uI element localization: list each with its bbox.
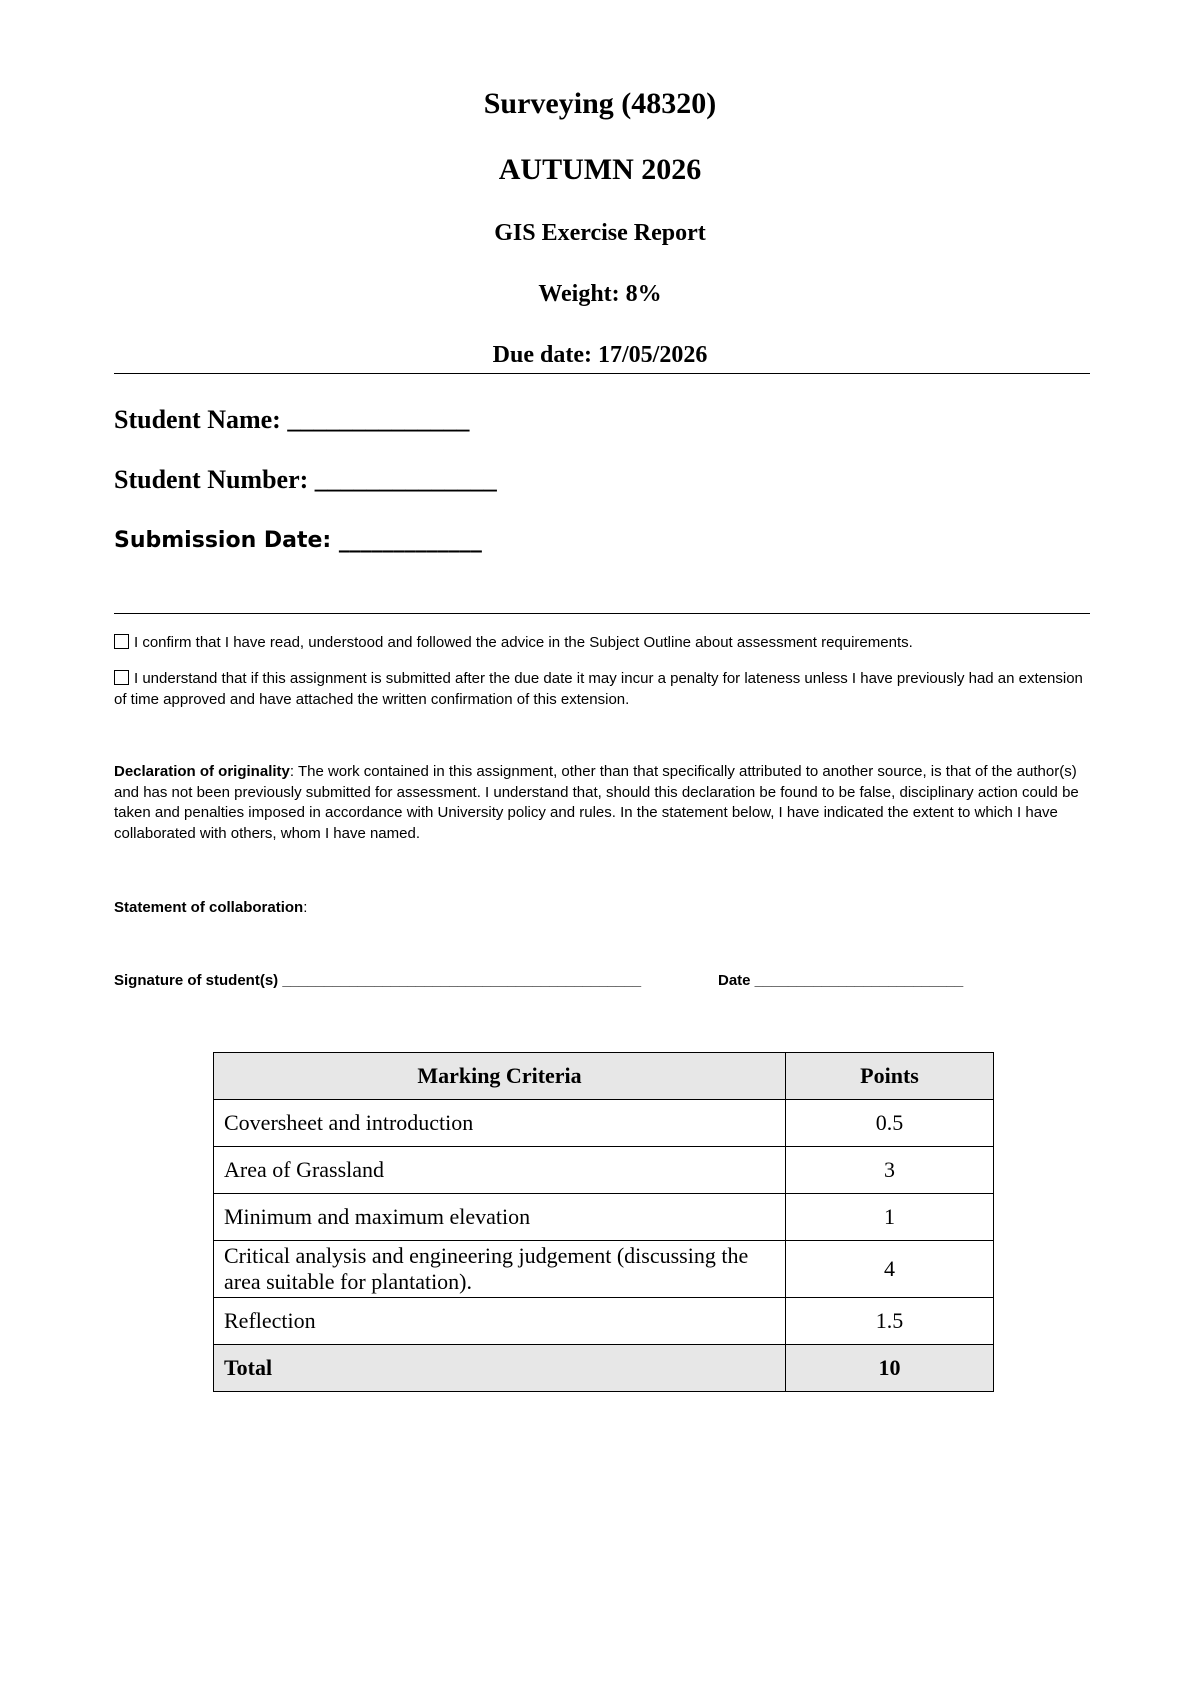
table-row — [214, 1100, 994, 1147]
criteria-cell: Reflection — [214, 1298, 786, 1345]
due-date-label: Due date: 17/05/2026 — [492, 342, 708, 368]
table-row — [214, 1241, 994, 1298]
criteria-cell: Minimum and maximum elevation — [214, 1194, 786, 1241]
points-column-header: Points — [786, 1053, 994, 1100]
term-title: AUTUMN 2026 — [498, 153, 702, 186]
late-penalty-checkbox[interactable] — [114, 670, 129, 685]
total-label-cell: Total — [214, 1345, 786, 1392]
criteria-column-header: Marking Criteria — [214, 1053, 786, 1100]
points-cell: 3 — [786, 1147, 994, 1194]
table-row — [214, 1194, 994, 1241]
points-cell: 0.5 — [786, 1100, 994, 1147]
points-cell: 1.5 — [786, 1298, 994, 1345]
criteria-cell: Area of Grassland — [214, 1147, 786, 1194]
collaboration-label: Statement of collaboration — [114, 899, 304, 916]
signature-row — [114, 971, 1090, 992]
report-title: GIS Exercise Report — [494, 220, 706, 246]
criteria-cell: Critical analysis and engineering judgement (discussing the area suitable for plantation). — [214, 1241, 786, 1298]
table-total-row — [214, 1345, 994, 1392]
points-cell: 4 — [786, 1241, 994, 1298]
criteria-cell: Coversheet and introduction — [214, 1100, 786, 1147]
fields-divider — [114, 613, 1090, 614]
points-cell: 1 — [786, 1194, 994, 1241]
late-penalty-text: I understand that if this assignment is submitted after the due date it may incur a penalty for lateness unless I have previously had an extension of time approved and have attached the written confirmation of this extension. — [114, 670, 1083, 708]
declaration-of-originality — [114, 762, 1090, 844]
late-penalty-row — [114, 669, 1090, 710]
statement-of-collaboration — [114, 898, 1090, 919]
total-points-cell: 10 — [786, 1345, 994, 1392]
table-header-row — [214, 1053, 994, 1100]
header-divider — [114, 373, 1090, 374]
student-name-field: Student Name: ______________ — [114, 405, 470, 434]
table-row — [214, 1298, 994, 1345]
declaration-label: Declaration of originality — [114, 763, 290, 780]
signature-date-field: Date _________________________ — [718, 972, 964, 989]
confirm-requirements-row — [114, 633, 1090, 654]
confirm-requirements-text: I confirm that I have read, understood and followed the advice in the Subject Outline about assessment requirements. — [134, 634, 913, 651]
confirm-requirements-checkbox[interactable] — [114, 634, 129, 649]
weight-label: Weight: 8% — [538, 281, 662, 307]
submission-date-field: Submission Date: _____________ — [114, 528, 482, 553]
collaboration-suffix: : — [303, 899, 308, 916]
marking-criteria-table — [213, 1052, 994, 1392]
student-number-field: Student Number: ______________ — [114, 465, 497, 494]
declaration-text: : The work contained in this assignment, other than that specifically attributed to another source, is that of the author(s) and has not been previously submitted for assessment. I understand that, should this declaration be found to be false, disciplinary action could be taken and penalties imposed in accordance with University policy and rules. In the statement below, I have indicated the extent to which I have collaborated with others, whom I have named. — [114, 763, 1079, 842]
signature-field: Signature of student(s) ___________________________________________ — [114, 972, 642, 989]
table-row — [214, 1147, 994, 1194]
course-title: Surveying (48320) — [483, 87, 717, 120]
